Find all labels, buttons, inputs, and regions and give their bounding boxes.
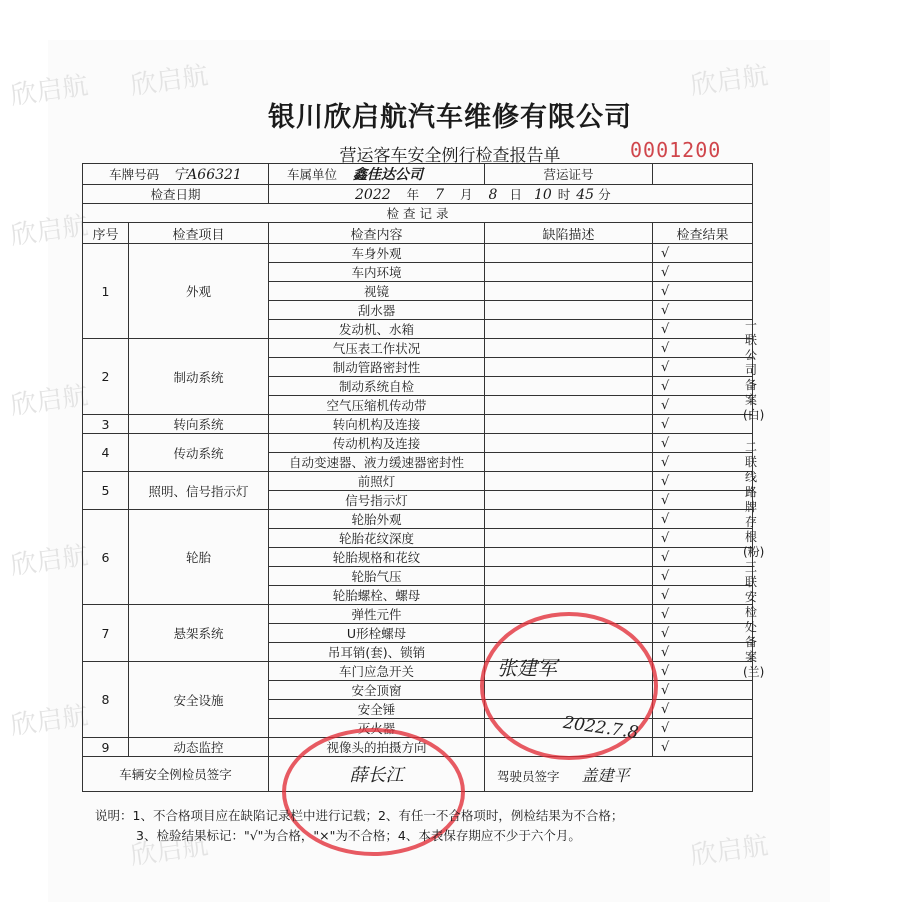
defect-description [485, 282, 653, 301]
date-year: 2022 [355, 187, 391, 203]
group-number: 8 [83, 662, 129, 738]
document-title: 营运客车安全例行检查报告单 [339, 146, 561, 166]
check-content: 视镜 [269, 282, 485, 301]
check-result: √ [653, 339, 753, 358]
check-content: 轮胎规格和花纹 [269, 548, 485, 567]
check-content: 气压表工作状况 [269, 339, 485, 358]
check-content: 前照灯 [269, 472, 485, 491]
defect-description [485, 567, 653, 586]
check-content: 制动管路密封性 [269, 358, 485, 377]
group-number: 7 [83, 605, 129, 662]
check-content: 车门应急开关 [269, 662, 485, 681]
group-item: 安全设施 [129, 662, 269, 738]
check-content: 信号指示灯 [269, 491, 485, 510]
check-result: √ [653, 301, 753, 320]
defect-description [485, 301, 653, 320]
group-number: 2 [83, 339, 129, 415]
check-result: √ [653, 472, 753, 491]
inspection-row [83, 605, 753, 624]
check-result: √ [653, 700, 753, 719]
check-result: √ [653, 377, 753, 396]
check-result: √ [653, 453, 753, 472]
defect-description [485, 529, 653, 548]
permit-label: 营运证号 [485, 164, 653, 185]
check-result: √ [653, 358, 753, 377]
check-result: √ [653, 624, 753, 643]
check-content: 轮胎气压 [269, 567, 485, 586]
inspector-label: 车辆安全例检员签字 [83, 757, 269, 792]
unit-cell [269, 164, 485, 185]
defect-description [485, 263, 653, 282]
date-hour: 10 [533, 187, 552, 203]
check-content: 制动系统自检 [269, 377, 485, 396]
check-content: 轮胎外观 [269, 510, 485, 529]
group-number: 9 [83, 738, 129, 757]
check-content: 车身外观 [269, 244, 485, 263]
col-header-result: 检查结果 [653, 223, 753, 244]
section-title: 检 查 记 录 [83, 204, 753, 223]
stamp-date: 2022.7.8 [561, 712, 640, 744]
unit-value: 鑫佳达公司 [353, 167, 423, 183]
check-result: √ [653, 244, 753, 263]
group-number: 5 [83, 472, 129, 510]
group-number: 1 [83, 244, 129, 339]
side-copy-3: 三联安检处备案(兰) [743, 560, 765, 679]
check-result: √ [653, 567, 753, 586]
defect-description [485, 415, 653, 434]
date-value [269, 185, 753, 204]
defect-description [485, 244, 653, 263]
check-content: 弹性元件 [269, 605, 485, 624]
check-content: 车内环境 [269, 263, 485, 282]
check-result: √ [653, 681, 753, 700]
inspection-row [83, 244, 753, 263]
defect-description [485, 434, 653, 453]
group-item: 照明、信号指示灯 [129, 472, 269, 510]
date-unit-day: 日 [509, 187, 522, 202]
unit-label: 车属单位 [287, 167, 338, 182]
check-result: √ [653, 282, 753, 301]
col-header-no: 序号 [83, 223, 129, 244]
date-unit-year: 年 [406, 187, 420, 202]
check-content: 自动变速器、液力缓速器密封性 [269, 453, 485, 472]
plate-label: 车牌号码 [109, 167, 160, 182]
defect-description [485, 377, 653, 396]
check-result: √ [653, 586, 753, 605]
defect-description [485, 586, 653, 605]
check-result: √ [653, 662, 753, 681]
check-content: 安全锤 [269, 700, 485, 719]
column-header-row [83, 223, 753, 244]
check-content: U形栓螺母 [269, 624, 485, 643]
date-unit-minute: 分 [598, 187, 611, 202]
defect-description [485, 472, 653, 491]
check-result: √ [653, 415, 753, 434]
group-item: 动态监控 [129, 738, 269, 757]
col-header-defect: 缺陷描述 [485, 223, 653, 244]
check-result: √ [653, 529, 753, 548]
note-line-1: 说明：1、不合格项目应在缺陷记录栏中进行记载；2、有任一不合格项时，例检结果为不合格； [95, 808, 624, 823]
check-content: 灭火器 [269, 719, 485, 738]
defect-description [485, 510, 653, 529]
group-number: 4 [83, 434, 129, 472]
group-item: 外观 [129, 244, 269, 339]
inspection-row [83, 434, 753, 453]
driver-cell [485, 757, 753, 792]
check-content: 刮水器 [269, 301, 485, 320]
defect-description [485, 453, 653, 472]
check-result: √ [653, 738, 753, 757]
check-content: 发动机、水箱 [269, 320, 485, 339]
defect-description [485, 320, 653, 339]
defect-description [485, 358, 653, 377]
check-result: √ [653, 491, 753, 510]
check-content: 视像头的拍摄方向 [269, 738, 485, 757]
date-minute: 45 [576, 187, 595, 203]
stamp-signature: 张建军 [497, 656, 557, 680]
date-label: 检查日期 [83, 185, 269, 204]
group-item: 轮胎 [129, 510, 269, 605]
check-result: √ [653, 605, 753, 624]
check-content: 空气压缩机传动带 [269, 396, 485, 415]
date-unit-hour: 时 [557, 187, 571, 202]
side-copy-2: 二联线路牌存根(粉) [743, 440, 765, 559]
group-number: 6 [83, 510, 129, 605]
plate-value: 宁A66321 [173, 167, 242, 183]
check-content: 转向机构及连接 [269, 415, 485, 434]
group-item: 悬架系统 [129, 605, 269, 662]
inspection-row [83, 415, 753, 434]
defect-description [485, 548, 653, 567]
note-line-2: 3、检验结果标记："√"为合格，"×"为不合格；4、本表保存期应不少于六个月。 [136, 828, 581, 843]
driver-label: 驾驶员签字 [497, 768, 560, 784]
group-item: 传动系统 [129, 434, 269, 472]
date-unit-month: 月 [460, 187, 473, 202]
group-item: 转向系统 [129, 415, 269, 434]
serial-number: 0001200 [630, 138, 722, 162]
driver-signature: 盖建平 [581, 765, 630, 785]
check-result: √ [653, 643, 753, 662]
date-day: 8 [488, 187, 498, 203]
plate-cell [83, 164, 269, 185]
inspection-row [83, 510, 753, 529]
inspector-signature: 薛长江 [269, 757, 485, 792]
check-content: 轮胎螺栓、螺母 [269, 586, 485, 605]
check-result: √ [653, 320, 753, 339]
permit-value [653, 164, 753, 185]
inspection-row [83, 472, 753, 491]
check-content: 吊耳销(套)、锁销 [269, 643, 485, 662]
group-item: 制动系统 [129, 339, 269, 415]
side-copy-1: 一联公司备案(白) [743, 318, 765, 422]
col-header-content: 检查内容 [269, 223, 485, 244]
check-content: 轮胎花纹深度 [269, 529, 485, 548]
inspection-row [83, 339, 753, 358]
date-month: 7 [435, 187, 445, 203]
check-result: √ [653, 434, 753, 453]
check-content: 传动机构及连接 [269, 434, 485, 453]
check-content: 安全顶窗 [269, 681, 485, 700]
check-result: √ [653, 548, 753, 567]
defect-description [485, 491, 653, 510]
company-name: 银川欣启航汽车维修有限公司 [268, 102, 632, 133]
check-result: √ [653, 263, 753, 282]
defect-description [485, 396, 653, 415]
col-header-item: 检查项目 [129, 223, 269, 244]
check-result: √ [653, 396, 753, 415]
check-result: √ [653, 510, 753, 529]
group-number: 3 [83, 415, 129, 434]
check-result: √ [653, 719, 753, 738]
defect-description [485, 339, 653, 358]
